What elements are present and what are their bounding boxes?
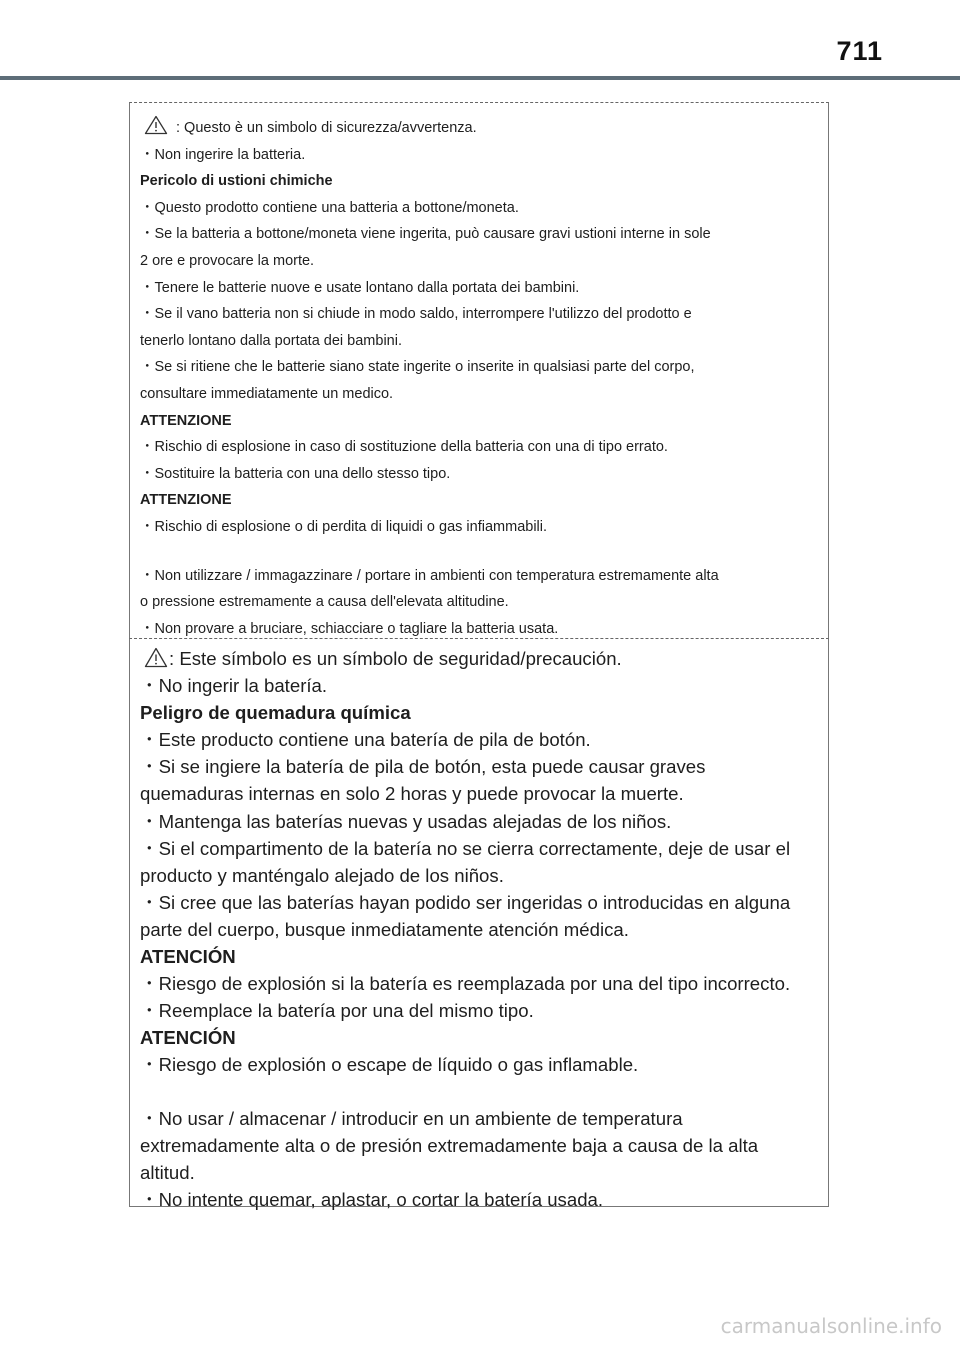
section-heading: Pericolo di ustioni chimiche bbox=[140, 173, 333, 190]
warning-triangle-icon bbox=[144, 115, 168, 135]
list-item: ・Non ingerire la batteria. bbox=[140, 146, 306, 163]
list-item: ・Tenere le batterie nuove e usate lontano dalla portata dei bambini. bbox=[140, 279, 580, 296]
list-item: ・Rischio di esplosione o di perdita di liquidi o gas infiammabili. bbox=[140, 518, 548, 535]
list-item: producto y manténgalo alejado de los niños. bbox=[140, 864, 504, 886]
list-item: ・Se si ritiene che le batterie siano state ingerite o inserite in qualsiasi parte del corpo, bbox=[140, 359, 695, 376]
list-item: parte del cuerpo, busque inmediatamente atención médica. bbox=[140, 918, 629, 940]
list-item: quemaduras internas en solo 2 horas y puede provocar la muerte. bbox=[140, 783, 684, 805]
list-item: ・Se la batteria a bottone/moneta viene ingerita, può causare gravi ustioni interne in sole bbox=[140, 226, 711, 243]
list-item: ・Riesgo de explosión o escape de líquido o gas inflamable. bbox=[140, 1054, 639, 1076]
italian-warning-text: : Questo è un simbolo di sicurezza/avvertenza. bbox=[176, 120, 477, 136]
list-item: ・Non provare a bruciare, schiacciare o tagliare la batteria usata. bbox=[140, 620, 559, 637]
list-item: ・Este producto contiene una batería de pila de botón. bbox=[140, 729, 591, 751]
section-heading: ATENCIÓN bbox=[140, 946, 236, 968]
section-heading: ATTENZIONE bbox=[140, 412, 232, 429]
list-item: ・Sostituire la batteria con una dello stesso tipo. bbox=[140, 465, 451, 482]
list-item: tenerlo lontano dalla portata dei bambini. bbox=[140, 332, 402, 349]
spacer bbox=[140, 541, 818, 563]
spanish-warning-box bbox=[129, 639, 829, 1210]
list-item: ・No ingerir la batería. bbox=[140, 675, 328, 697]
spanish-warning-line bbox=[140, 645, 818, 672]
list-item: ・Questo prodotto contiene una batteria a bottone/moneta. bbox=[140, 199, 519, 216]
list-item: 2 ore e provocare la morte. bbox=[140, 252, 315, 269]
italian-warning-line bbox=[140, 115, 818, 142]
list-item: extremadamente alta o de presión extremadamente baja a causa de la alta bbox=[140, 1134, 759, 1156]
list-item: ・Rischio di esplosione in caso di sostituzione della batteria con una di tipo errato. bbox=[140, 439, 668, 456]
list-item: consultare immediatamente un medico. bbox=[140, 385, 394, 402]
watermark: carmanualsonline.info bbox=[720, 1314, 942, 1338]
spanish-warning-text: : Este símbolo es un símbolo de seguridad/precaución. bbox=[169, 648, 622, 669]
list-item: ・Reemplace la batería por una del mismo tipo. bbox=[140, 1000, 534, 1022]
list-item: ・Riesgo de explosión si la batería es reemplazada por una del tipo incorrecto. bbox=[140, 973, 791, 995]
warning-triangle-icon bbox=[144, 647, 168, 668]
list-item: ・Non utilizzare / immagazzinare / portare in ambienti con temperatura estremamente alta bbox=[140, 567, 719, 584]
section-heading: Peligro de quemadura química bbox=[140, 702, 411, 724]
list-item: ・Se il vano batteria non si chiude in modo saldo, interrompere l'utilizzo del prodotto e bbox=[140, 306, 692, 323]
spacer bbox=[140, 1079, 818, 1105]
section-heading: ATTENZIONE bbox=[140, 492, 232, 509]
page-number: 711 bbox=[836, 36, 883, 66]
list-item: ・Mantenga las baterías nuevas y usadas alejadas de los niños. bbox=[140, 810, 672, 832]
section-heading: ATENCIÓN bbox=[140, 1027, 236, 1049]
list-item: o pressione estremamente a causa dell'elevata altitudine. bbox=[140, 594, 509, 611]
list-item: ・Si se ingiere la batería de pila de botón, esta puede causar graves bbox=[140, 756, 706, 778]
header-rule bbox=[0, 76, 960, 80]
list-item: altitud. bbox=[140, 1161, 195, 1183]
list-item: ・Si el compartimento de la batería no se cierra correctamente, deje de usar el bbox=[140, 837, 791, 859]
list-item: ・Si cree que las baterías hayan podido ser ingeridas o introducidas en alguna bbox=[140, 891, 791, 913]
italian-warning-box bbox=[129, 102, 829, 639]
list-item: ・No intente quemar, aplastar, o cortar la batería usada. bbox=[140, 1188, 604, 1210]
list-item: ・No usar / almacenar / introducir en un ambiente de temperatura bbox=[140, 1107, 683, 1129]
